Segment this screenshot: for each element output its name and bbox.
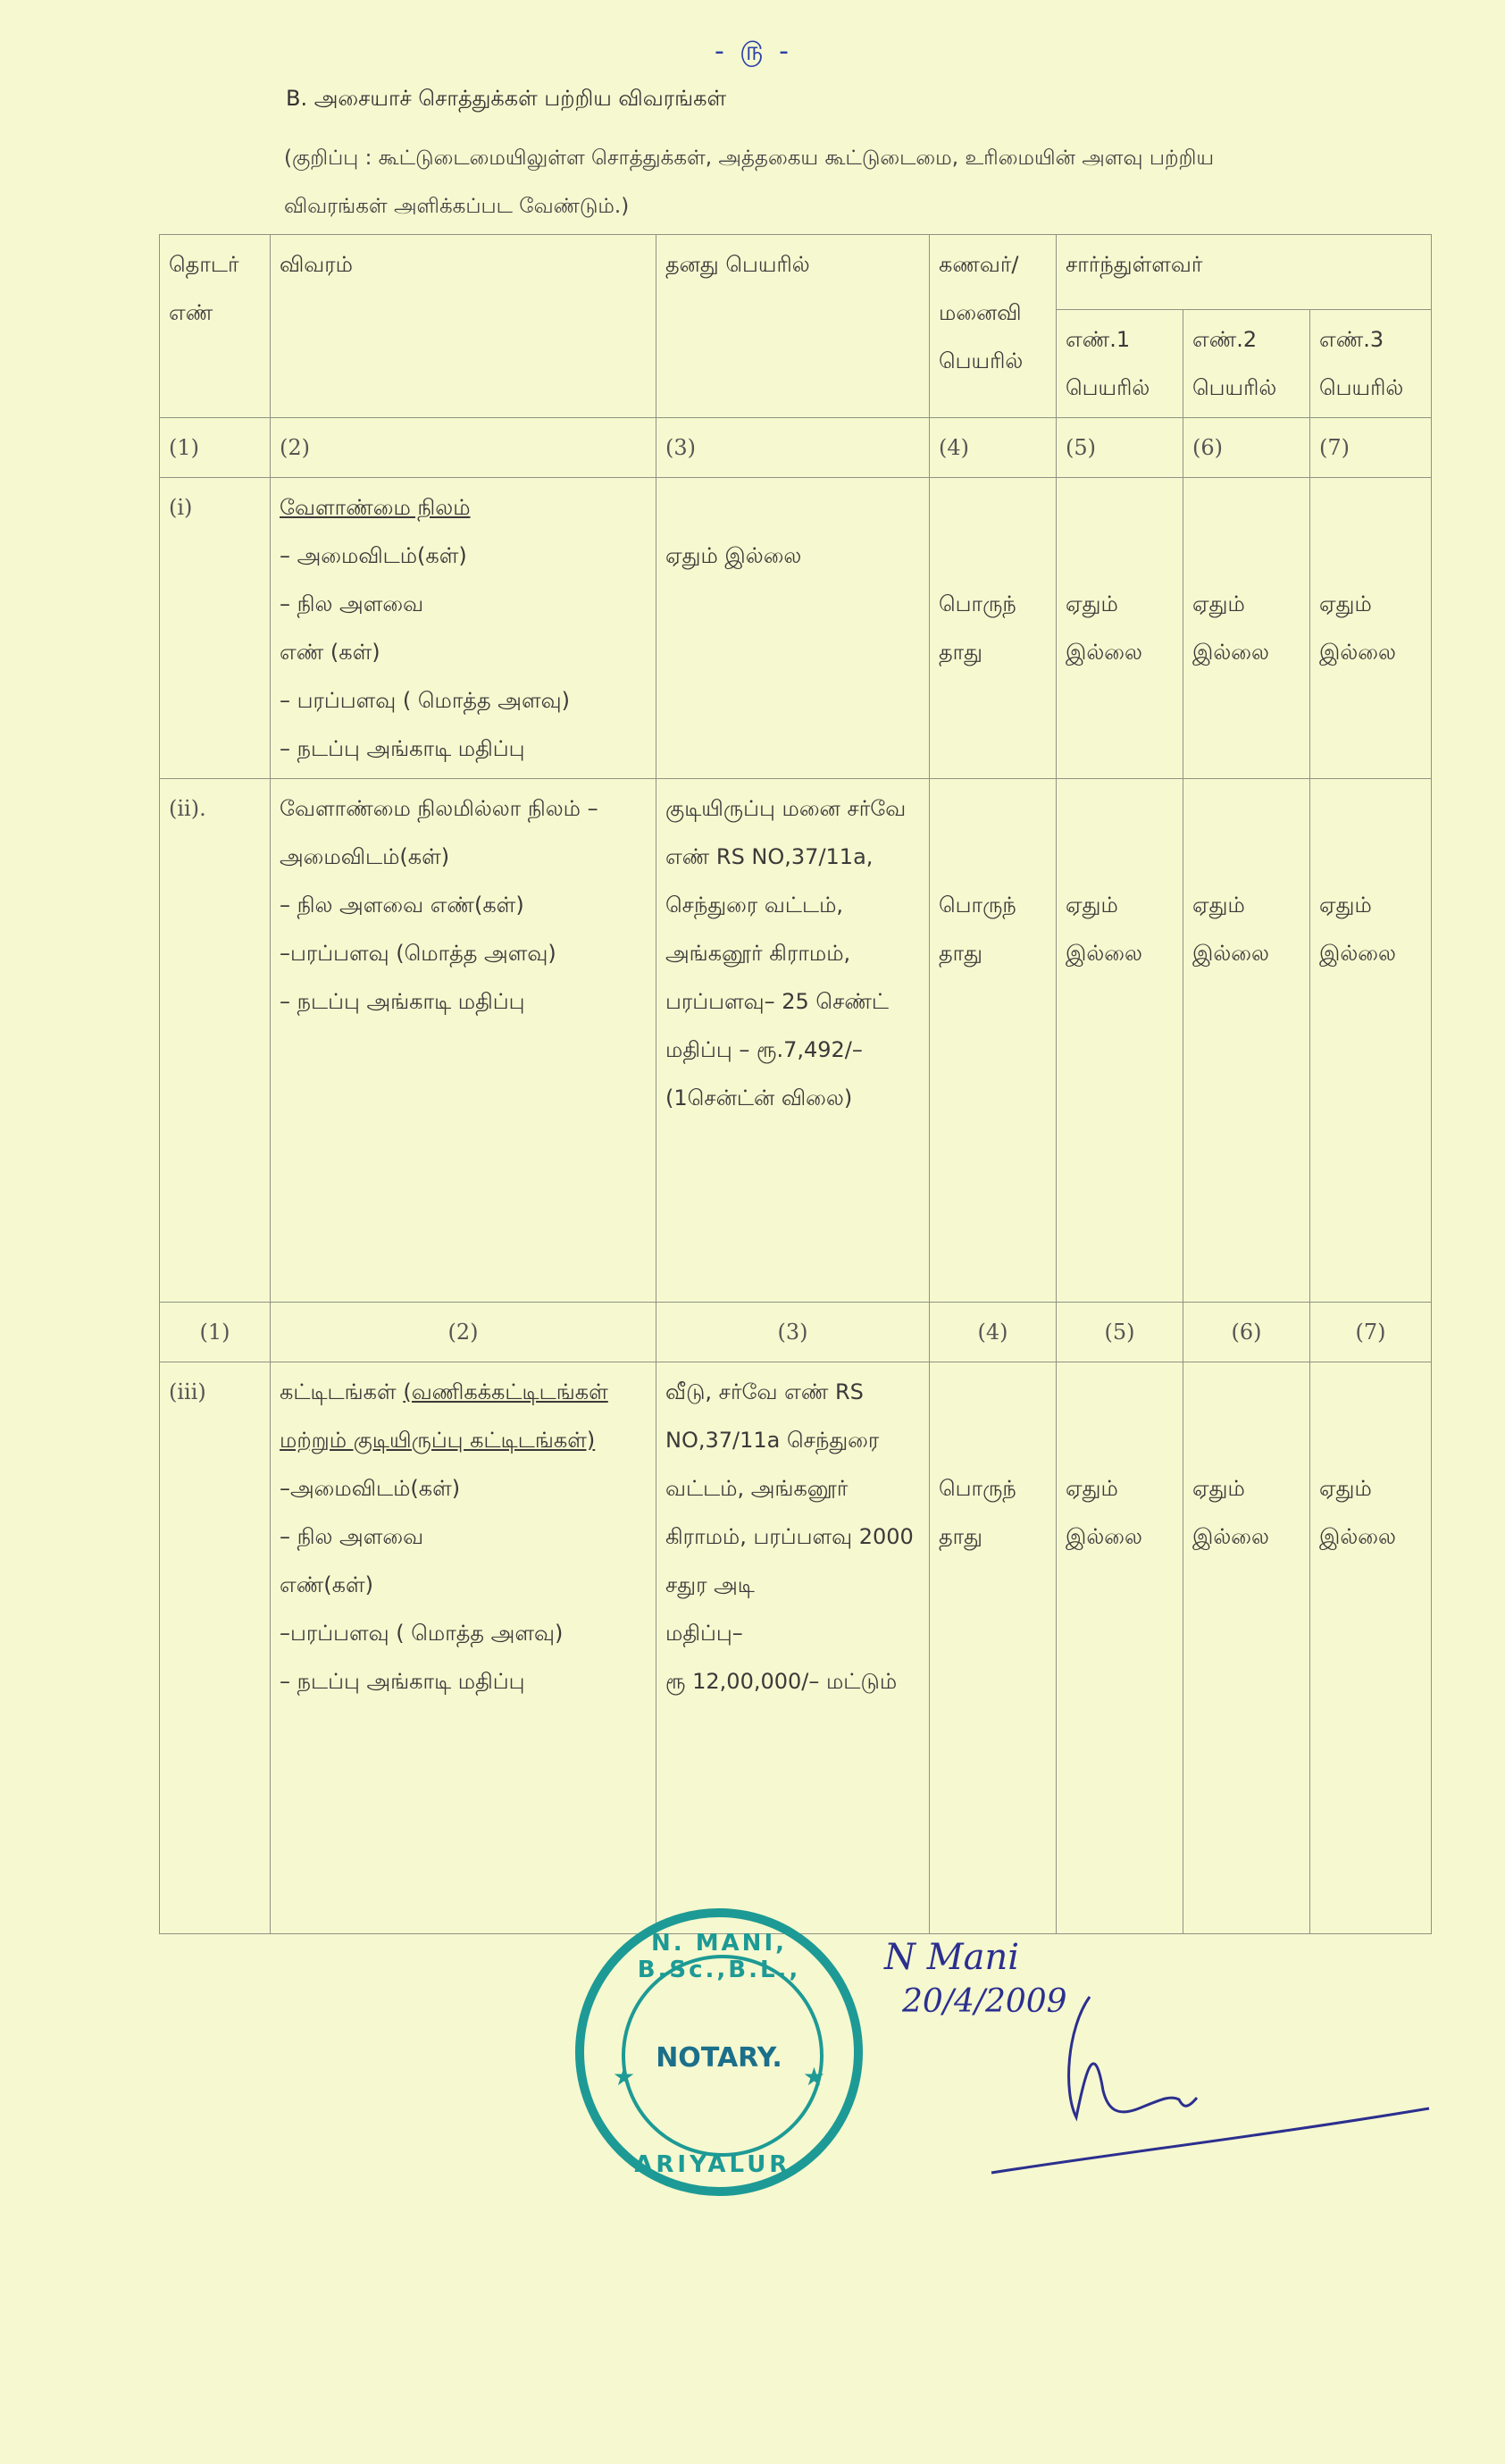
row-description — [271, 1362, 656, 1934]
row-details: வேளாண்மை நிலமில்லா நிலம் – அமைவிடம்(கள்) – நில அளவை எண்(கள்) –பரப்பளவு (மொத்த அளவு) – நடப்பு அங்காடி மதிப்பு — [271, 779, 656, 1303]
column-number: (4) — [930, 1303, 1057, 1362]
header-serial: தொடர் எண் — [160, 235, 271, 418]
row-title — [280, 1368, 647, 1464]
stamp-top-text: N. MANI, B.Sc.,B.L., — [637, 1930, 801, 1983]
immovable-assets-table — [159, 234, 1432, 1934]
row-serial: (ii). — [160, 779, 271, 1303]
column-number-row — [160, 418, 1432, 478]
column-number: (4) — [930, 418, 1057, 478]
table-row — [160, 779, 1432, 1303]
handwritten-initials: N Mani — [884, 1937, 1020, 1978]
header-own-name: தனது பெயரில் — [656, 235, 930, 418]
table-row — [160, 1362, 1432, 1934]
table-header-row — [160, 235, 1432, 310]
header-dependent-2: எண்.2 பெயரில் — [1183, 310, 1310, 418]
star-icon: ★ — [802, 2062, 825, 2091]
table-row — [160, 478, 1432, 779]
row-serial: (iii) — [160, 1362, 271, 1934]
dependent-2-value: ஏதும் இல்லை — [1183, 779, 1310, 1303]
header-dependent-3: எண்.3 பெயரில் — [1310, 310, 1432, 418]
row-details: –அமைவிடம்(கள்) – நில அளவை எண்(கள்) –பரப்பளவு ( மொத்த அளவு) – நடப்பு அங்காடி மதிப்பு — [280, 1476, 564, 1694]
row-serial: (i) — [160, 478, 271, 779]
own-value: குடியிருப்பு மனை சர்வே எண் RS NO,37/11a, செந்துரை வட்டம், அங்கனூர் கிராமம், பரப்பளவு– 25 செண்ட் மதிப்பு – ரூ.7,492/– (1சென்ட்ன் விலை) — [656, 779, 930, 1303]
page-number-mark: - ௫ - — [715, 36, 793, 67]
dependent-1-value: ஏதும் இல்லை — [1057, 1362, 1183, 1934]
column-number: (2) — [271, 418, 656, 478]
column-number: (5) — [1057, 1303, 1183, 1362]
row-title-underlined: (வணிகக்கட்டிடங்கள் மற்றும் குடியிருப்பு கட்டிடங்கள்) — [280, 1379, 608, 1453]
column-number: (6) — [1183, 1303, 1310, 1362]
row-details: – அமைவிடம்(கள்) – நில அளவை எண் (கள்) – பரப்பளவு ( மொத்த அளவு) – நடப்பு அங்காடி மதிப்பு — [280, 543, 570, 761]
row-title-prefix: கட்டிடங்கள் — [280, 1379, 404, 1404]
row-description — [271, 478, 656, 779]
column-number: (6) — [1183, 418, 1310, 478]
handwritten-date: 20/4/2009 — [902, 1983, 1067, 2020]
dependent-3-value: ஏதும் இல்லை — [1310, 1362, 1432, 1934]
section-heading: B. அசையாச் சொத்துக்கள் பற்றிய விவரங்கள் — [286, 86, 727, 111]
header-spouse-name: கணவர்/ மனைவி பெயரில் — [930, 235, 1057, 418]
dependent-1-value: ஏதும் இல்லை — [1057, 779, 1183, 1303]
section-note: (குறிப்பு : கூட்டுடைமையிலுள்ள சொத்துக்கள், அத்தகைய கூட்டுடைமை, உரிமையின் அளவு பற்றிய விவரங்கள் அளிக்கப்பட வேண்டும்.) — [284, 147, 1215, 218]
stamp-middle-text: NOTARY. — [656, 2042, 782, 2074]
header-dependents: சார்ந்துள்ளவர் — [1057, 235, 1432, 310]
own-value: வீடு, சர்வே எண் RS NO,37/11a செந்துரை வட்டம், அங்கனூர் கிராமம், பரப்பளவு 2000 சதுர அடி மதிப்பு– ரூ 12,00,000/– மட்டும் — [656, 1362, 930, 1934]
stamp-bottom-text: ARIYALUR. — [634, 2151, 804, 2178]
spouse-value: பொருந் தாது — [930, 478, 1057, 779]
column-number: (3) — [656, 1303, 930, 1362]
notary-stamp — [575, 1908, 863, 2196]
column-number: (3) — [656, 418, 930, 478]
column-number-row — [160, 1303, 1432, 1362]
signature — [982, 1974, 1447, 2180]
dependent-1-value: ஏதும் இல்லை — [1057, 478, 1183, 779]
spouse-value: பொருந் தாது — [930, 779, 1057, 1303]
header-description: விவரம் — [271, 235, 656, 418]
dependent-2-value: ஏதும் இல்லை — [1183, 478, 1310, 779]
column-number: (2) — [271, 1303, 656, 1362]
header-dependent-1: எண்.1 பெயரில் — [1057, 310, 1183, 418]
column-number: (7) — [1310, 1303, 1432, 1362]
star-icon: ★ — [613, 2062, 636, 2091]
column-number: (1) — [160, 418, 271, 478]
column-number: (7) — [1310, 418, 1432, 478]
dependent-2-value: ஏதும் இல்லை — [1183, 1362, 1310, 1934]
row-title: வேளாண்மை நிலம் — [280, 495, 471, 520]
dependent-3-value: ஏதும் இல்லை — [1310, 779, 1432, 1303]
column-number: (1) — [160, 1303, 271, 1362]
column-number: (5) — [1057, 418, 1183, 478]
spouse-value: பொருந் தாது — [930, 1362, 1057, 1934]
own-value: ஏதும் இல்லை — [656, 478, 930, 779]
dependent-3-value: ஏதும் இல்லை — [1310, 478, 1432, 779]
